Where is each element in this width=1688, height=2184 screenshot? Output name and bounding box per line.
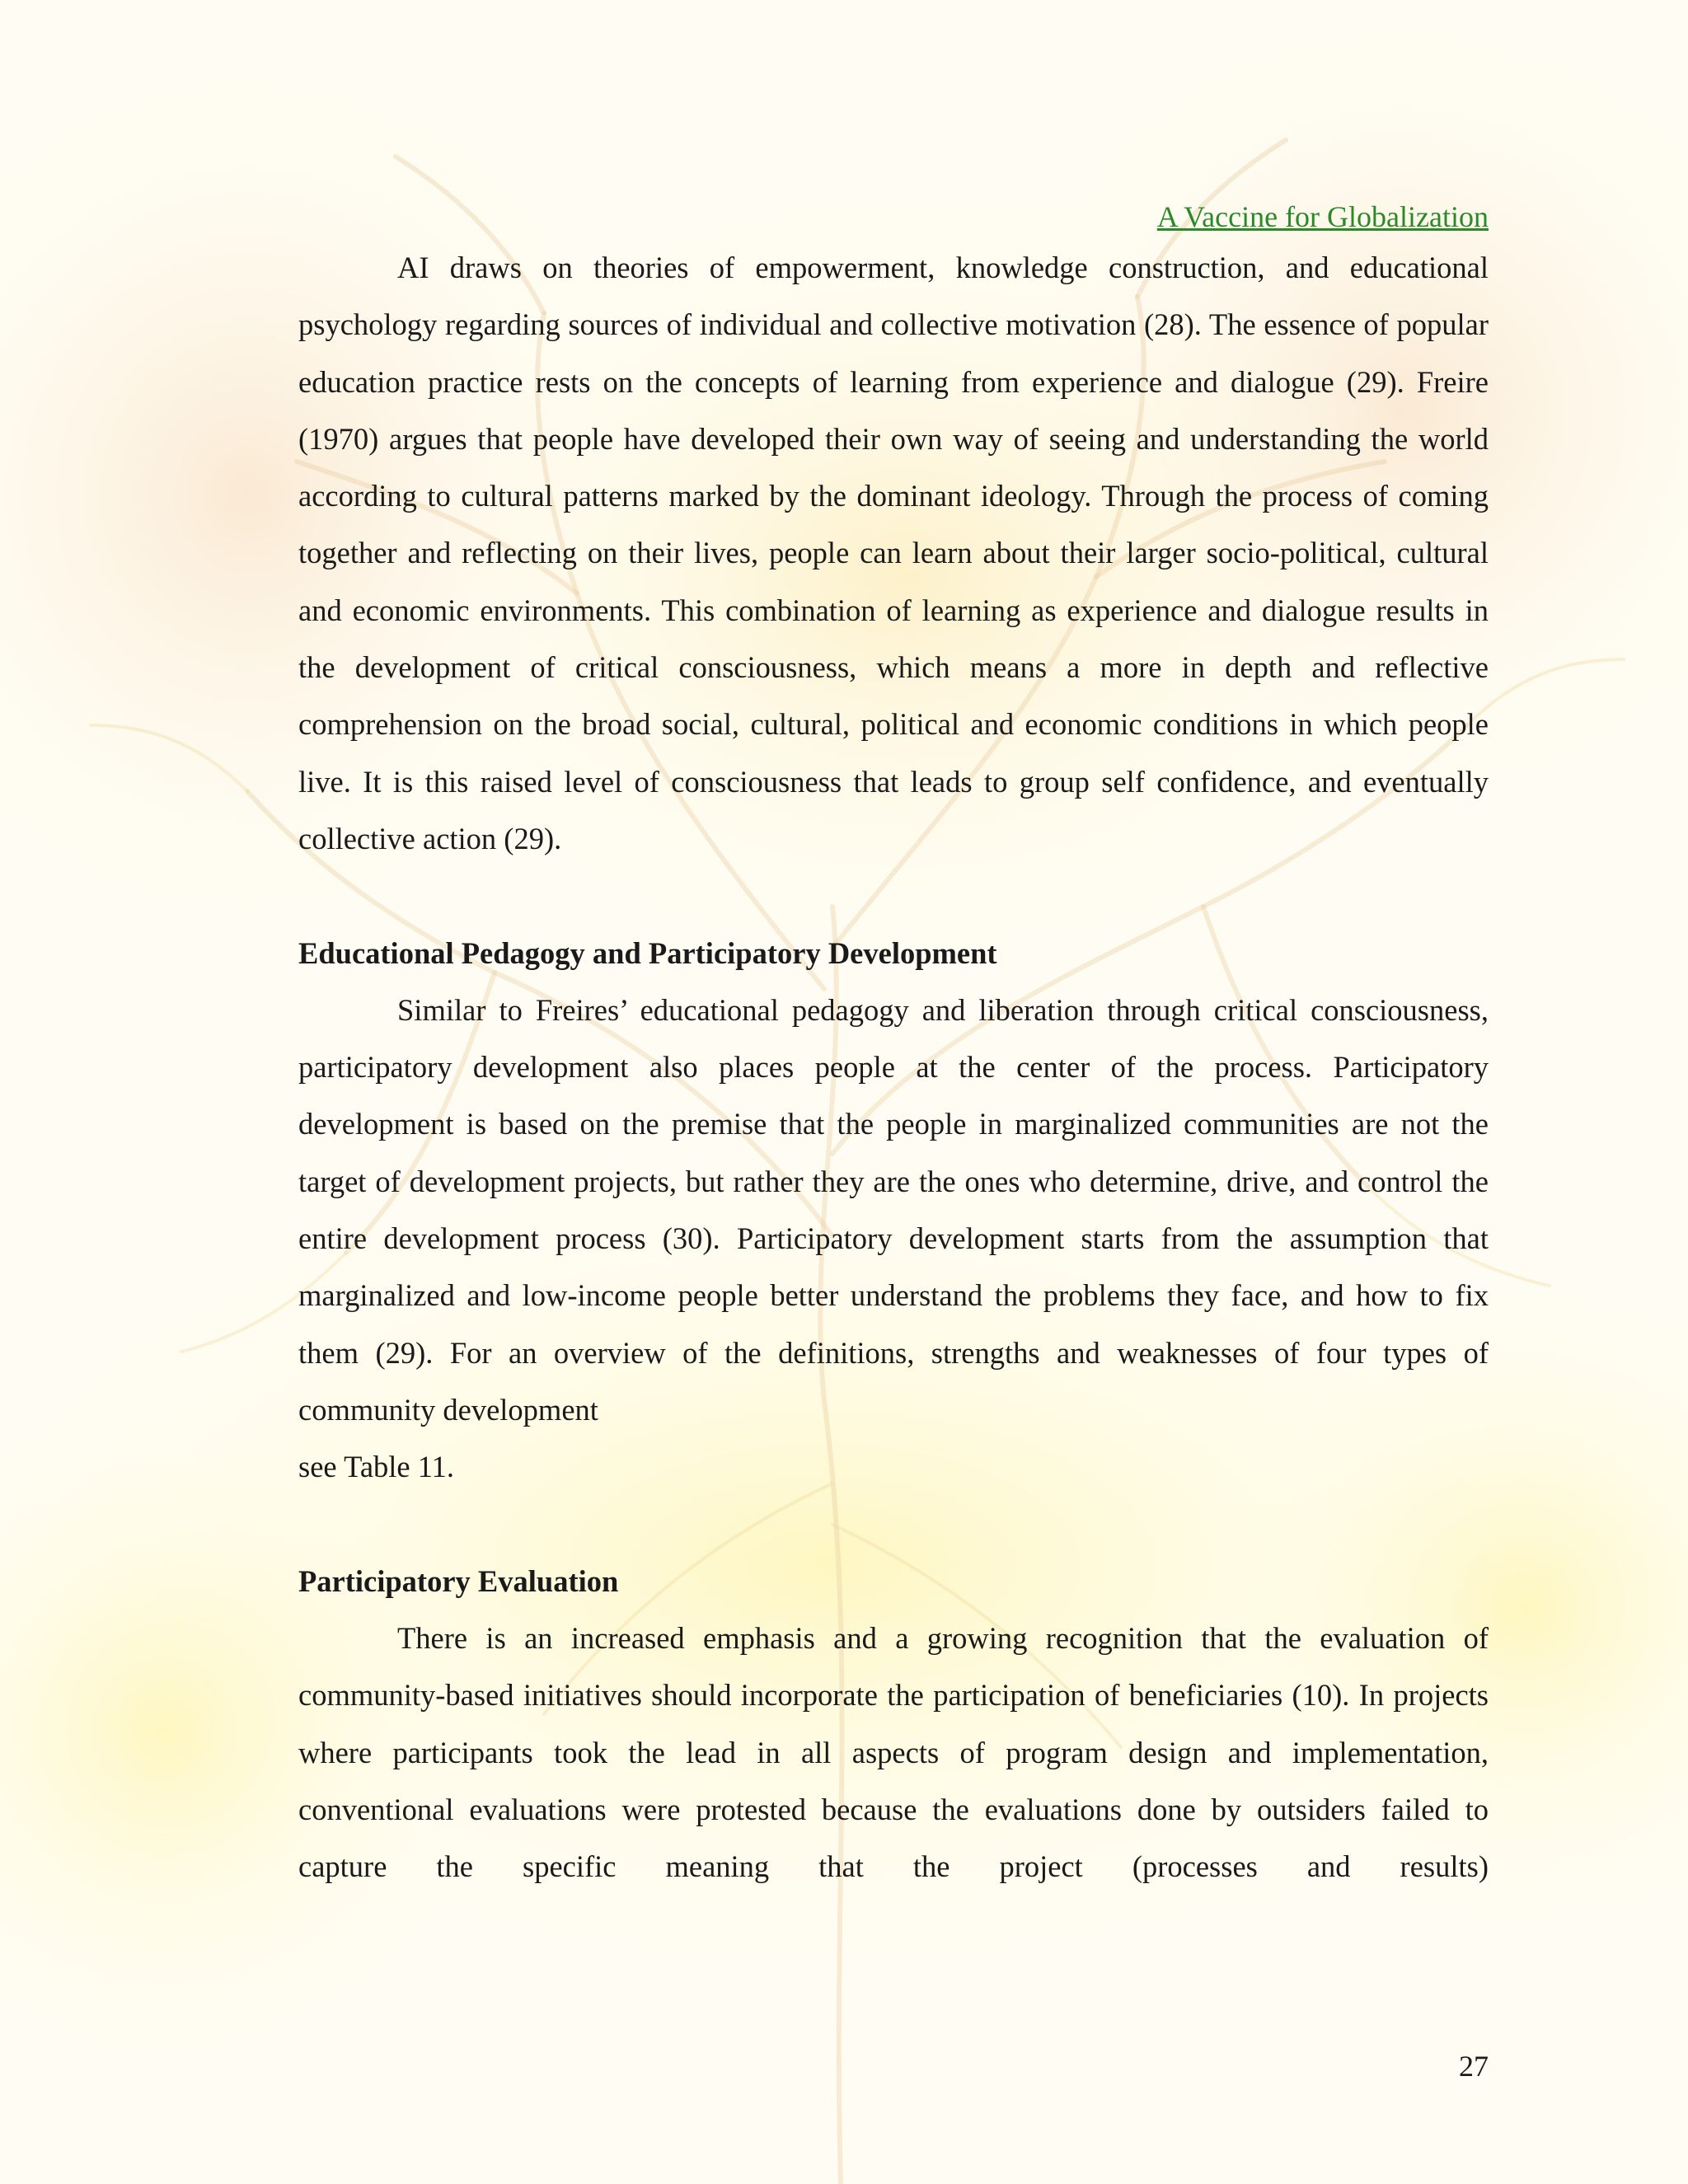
section-heading-pedagogy: Educational Pedagogy and Participatory Development bbox=[298, 935, 997, 970]
section-gap bbox=[298, 867, 1489, 924]
pedagogy-paragraph-tail: see Table 11. bbox=[298, 1450, 455, 1484]
section-heading-evaluation: Participatory Evaluation bbox=[298, 1563, 619, 1598]
document-page bbox=[298, 194, 1489, 1896]
running-header-link[interactable]: A Vaccine for Globalization bbox=[1156, 200, 1489, 233]
intro-paragraph: AI draws on theories of empowerment, knowledge construction, and educational psychology regarding sources of individual and collective motivation (28). The essence of popular education practice rests on the concepts of learning from experience and dialogue (29). Freire (1970) argues that people have developed their own way of seeing and understanding the world according to cultural patterns marked by the dominant ideology. Through the process of coming together and reflecting on their lives, people can learn about their larger socio-political, cultural and economic environments. This combination of learning as experience and dialogue results in the development of critical consciousness, which means a more in depth and reflective comprehension on the broad social, cultural, political and economic conditions in which people live. It is this raised level of consciousness that leads to group self confidence, and eventually collective action (29). bbox=[298, 251, 1489, 855]
evaluation-paragraph: There is an increased emphasis and a growing recognition that the evaluation of community-based initiatives should incorporate the participation of beneficiaries (10). In projects where participants took the lead in all aspects of program design and implementation, conventional evaluations were protested because the evaluations done by outsiders failed to capture the specific meaning that the project (processes and results) bbox=[298, 1621, 1489, 1884]
pedagogy-paragraph: Similar to Freires’ educational pedagogy and liberation through critical consciousness, participatory development also places people at the center of the process. Participatory development is based on the premise that the people in marginalized communities are not the target of development projects, but rather they are the ones who determine, drive, and control the entire development process (30). Participatory development starts from the assumption that marginalized and low-income people better understand the problems they face, and how to fix them (29). For an overview of the definitions, strengths and weaknesses of four types of community development bbox=[298, 992, 1489, 1427]
section-gap bbox=[298, 1496, 1489, 1553]
page-number: 27 bbox=[1459, 2050, 1489, 2083]
